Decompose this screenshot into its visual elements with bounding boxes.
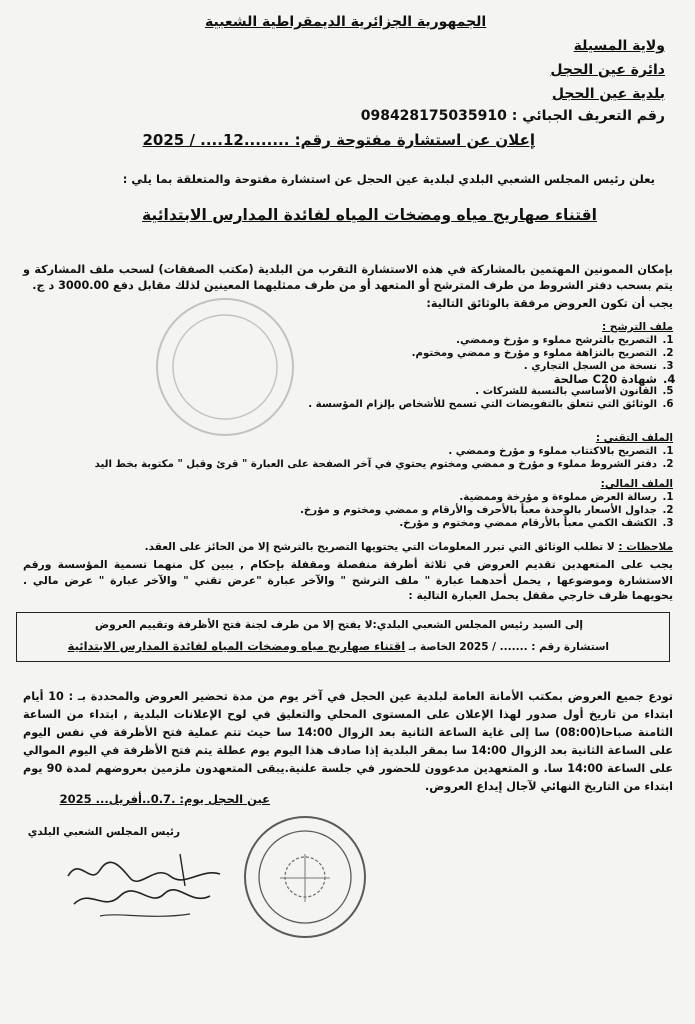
- daira-label: دائرة عين الحجل: [550, 62, 665, 78]
- list-item: 4. شهادة C20 صالحة: [99, 373, 659, 386]
- official-stamp: [240, 812, 370, 942]
- republic-title: الجمهورية الجزائرية الديمقراطية الشعبية: [205, 14, 487, 30]
- box-subject: اقتناء صهاريج مياه ومضخات المياه لفائدة المدارس الابتدائية: [67, 639, 406, 653]
- list-item: 2. دفتر الشروط مملوء و مؤرخ و ممضي ومختوم يحتوي في آخر الصفحة على العبارة " قرئ وقبل " مكتوبة بخط اليد: [9, 459, 659, 472]
- financial-file-title: الملف المالي:: [600, 478, 673, 490]
- list-item: 2. جداول الأسعار بالوحدة معبأ بالأحرف والأرقام و ممضي ومختوم و مؤرخ.: [99, 505, 659, 518]
- box-consultation-number: استشارة رقم : ....... / 2025 الخاصة بـ: [408, 641, 609, 653]
- list-item: 1. التصريح بالاكتتاب مملوء و مؤرخ وممضي .: [9, 446, 659, 459]
- faint-stamp: [150, 292, 300, 442]
- list-item: 5. القانون الأساسي بالنسبة للشركات .: [99, 386, 659, 399]
- tax-id: رقم التعريف الجبائي : 098428175035910: [360, 108, 665, 124]
- list-item: 2. التصريح بالنزاهة مملوء و مؤرخ و ممضي ومختوم.: [99, 348, 659, 361]
- envelopes-paragraph: يجب على المتعهدين تقديم العروض في ثلاثة أظرفة منفصلة ومقفلة بإحكام , يبين كل منهما تسمية المؤسسة ورقم الاستشارة وموضوعها , يحمل أحدهما عبارة " ملف الترشح " والآخر عبارة "عرض تقني " والآخر عبارة " عرض مالي . يحويهما ظرف خارجي مقفل يحمل العبارة التالية :: [23, 558, 673, 602]
- handwritten-signature: [60, 846, 230, 926]
- signature-title: رئيس المجلس الشعبي البلدي: [27, 826, 180, 838]
- date-line: عين الحجل يوم: .0.7..أفريل... 2025: [59, 792, 270, 806]
- deposit-paragraph: تودع جميع العروض بمكتب الأمانة العامة لبلدية عين الحجل في آخر يوم من مدة تحضير العروض والمحددة بـ : 10 أيام ابتداء من تاريخ أول صدور لهذا الإعلان على المستوى المحلي والتعليق في لوح الإعلانات البلدية , ابتداء من الساعة الثامنة صباحا(08:00) سا إلى غاية الساعة الثانية بعد الزوال 14:00 سا حيث تتم عملية فتح الأظرفة في نفس اليوم على الساعة الثانية بعد الزوال 14:00 سا بمقر البلدية إذا صادف هذا اليوم يوم عطلة يتم فتح الأظرفة في اليوم الموالي على الساعة 14:00 سا. و المتعهدين مدعوون للحضور في جلسة علنية.يبقى المتعهدون ملزمين بعروضهم لمدة 90 يوم ابتداء من التاريخ النهائي لآجال إيداع العروض.: [23, 690, 674, 793]
- box-line-1: إلى السيد رئيس المجلس الشعبي البلدي:لا يفتح إلا من طرف لجنة فتح الأظرفة وتقييم العروض: [95, 619, 583, 631]
- financial-list: [99, 492, 673, 530]
- notes-row: [145, 541, 673, 553]
- list-item: 6. الوثائق التي تتعلق بالتفويضات التي تسمح للأشخاص بإلزام المؤسسة .: [99, 399, 659, 412]
- candidature-file-title: ملف الترشح :: [601, 321, 673, 333]
- list-item: 3. نسخة من السجل التجاري .: [99, 361, 659, 374]
- envelope-label-box: [16, 612, 670, 662]
- list-item: 1. رسالة العرض مملوءة و مؤرخة وممضية.: [99, 492, 659, 505]
- notes-label: ملاحظات :: [618, 541, 673, 553]
- list-item: 1. التصريح بالترشح مملوء و مؤرخ وممضي.: [99, 335, 659, 348]
- box-line-2: [68, 639, 609, 653]
- required-docs-line: يجب أن تكون العروض مرفقة بالوثائق التالية:: [426, 297, 673, 310]
- technical-list: [9, 446, 673, 472]
- intro-text: يعلن رئيس المجلس الشعبي البلدي لبلدية عين الحجل عن استشارة مفتوحة والمتعلقة بما يلي :: [122, 172, 655, 186]
- wilaya-label: ولاية المسيلة: [573, 38, 665, 54]
- announcement-title: إعلان عن استشارة مفتوحة رقم: ........12.... / 2025: [142, 131, 535, 149]
- participation-paragraph: بإمكان الممونين المهتمين بالمشاركة في هذه الاستشارة التقرب من البلدية (مكتب الصفقات) لسحب ملف المشاركة و يتم بسحب دفتر الشروط من طرف المترشح أو المتعهد أو من طرف ممثليهما المعينين لذلك مقابل دفع 3000.00 د ج.: [23, 263, 673, 292]
- notes-text: لا تطلب الوثائق التي تبرر المعلومات التي يحتويها التصريح بالترشح إلا من الحائز على العقد.: [144, 541, 615, 553]
- baladia-label: بلدية عين الحجل: [551, 86, 665, 102]
- subject-title: اقتناء صهاريج مياه ومضخات المياه لفائدة المدارس الابتدائية: [141, 206, 597, 224]
- list-item: 3. الكشف الكمي معبأ بالأرقام ممضي ومختوم و مؤرخ.: [99, 518, 659, 531]
- technical-file-title: الملف التقني :: [595, 432, 673, 444]
